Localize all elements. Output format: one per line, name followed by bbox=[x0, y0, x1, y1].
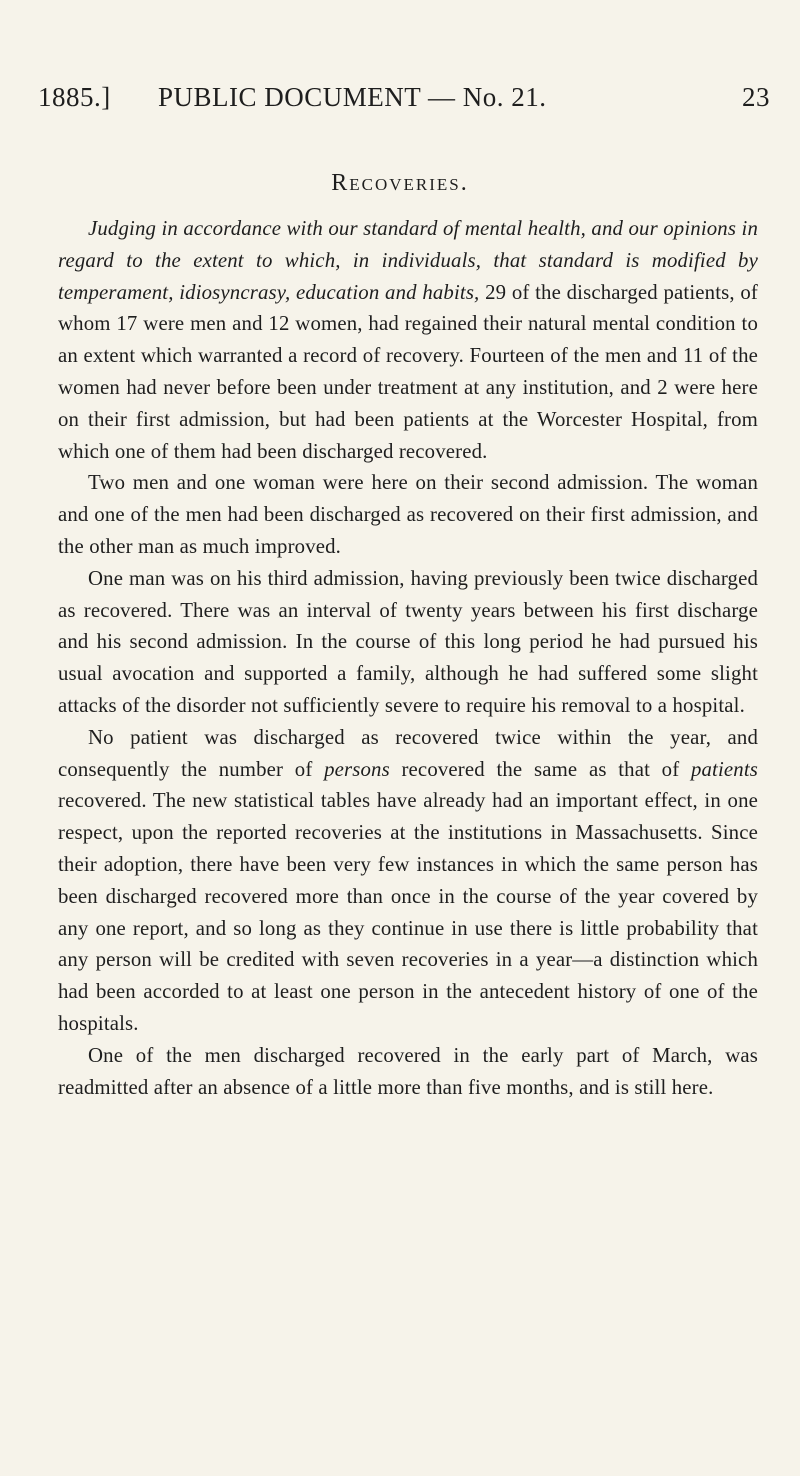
body-text bbox=[58, 213, 758, 1103]
header-year: 1885.] bbox=[38, 82, 111, 112]
paragraph: One man was on his third admission, having previously been twice discharged as recovered. There was an interval of twenty years between his first discharge and his second admission. In the course of this long period he had pursued his usual avocation and supported a family, although he had suffered some slight attacks of the disorder not sufficiently severe to require his removal to a hospital. bbox=[58, 566, 758, 717]
page-number: 23 bbox=[742, 82, 770, 112]
emphasis-persons: persons bbox=[324, 757, 390, 781]
paragraph-text: recovered. The new statistical tables have already had an important effect, in one respect, upon the reported recoveries at the institutions in Massachusetts. Since their adoption, there have been very few instances in which the same person has been discharged recovered more than once in the course of the year covered by any one report, and so long as they continue in use there is little probability that any person will be credited with seven recoveries in a year—a distinction which had been accorded to at least one person in the antecedent history of one of the hospitals. bbox=[58, 789, 758, 1035]
paragraph bbox=[58, 722, 758, 1040]
italic-intro: Judging in accordance with our standard of mental health, and our opinions in regard to the extent to which, in individuals, that standard is modified by temperament, idiosyncrasy, education and habits, bbox=[58, 217, 758, 304]
paragraph: One of the men discharged recovered in the early part of March, was readmitted after an absence of a little more than five months, and is still here. bbox=[58, 1043, 758, 1099]
emphasis-patients: patients bbox=[690, 757, 758, 781]
paragraph-text: recovered the same as that of bbox=[389, 757, 691, 781]
paragraph: Two men and one woman were here on their second admission. The woman and one of the men had been discharged as recovered on their first admission, and the other man as much improved. bbox=[58, 471, 758, 558]
paragraph bbox=[58, 213, 758, 467]
paragraph-text: No patient was discharged as recovered twice within the year, and consequently the number of bbox=[58, 725, 758, 781]
section-heading: Recoveries. bbox=[331, 170, 469, 196]
paragraph-text: 29 of the discharged patients, of whom 17 were men and 12 women, had regained their natural mental condition to an extent which warranted a record of recovery. Fourteen of the men and 11 of the women had never before been under treatment at any institution, and 2 were here on their first admission, but had been patients at the Worcester Hospital, from which one of them had been discharged recovered. bbox=[58, 280, 758, 463]
header-title: PUBLIC DOCUMENT — No. 21. bbox=[158, 82, 547, 112]
running-header bbox=[38, 82, 778, 122]
